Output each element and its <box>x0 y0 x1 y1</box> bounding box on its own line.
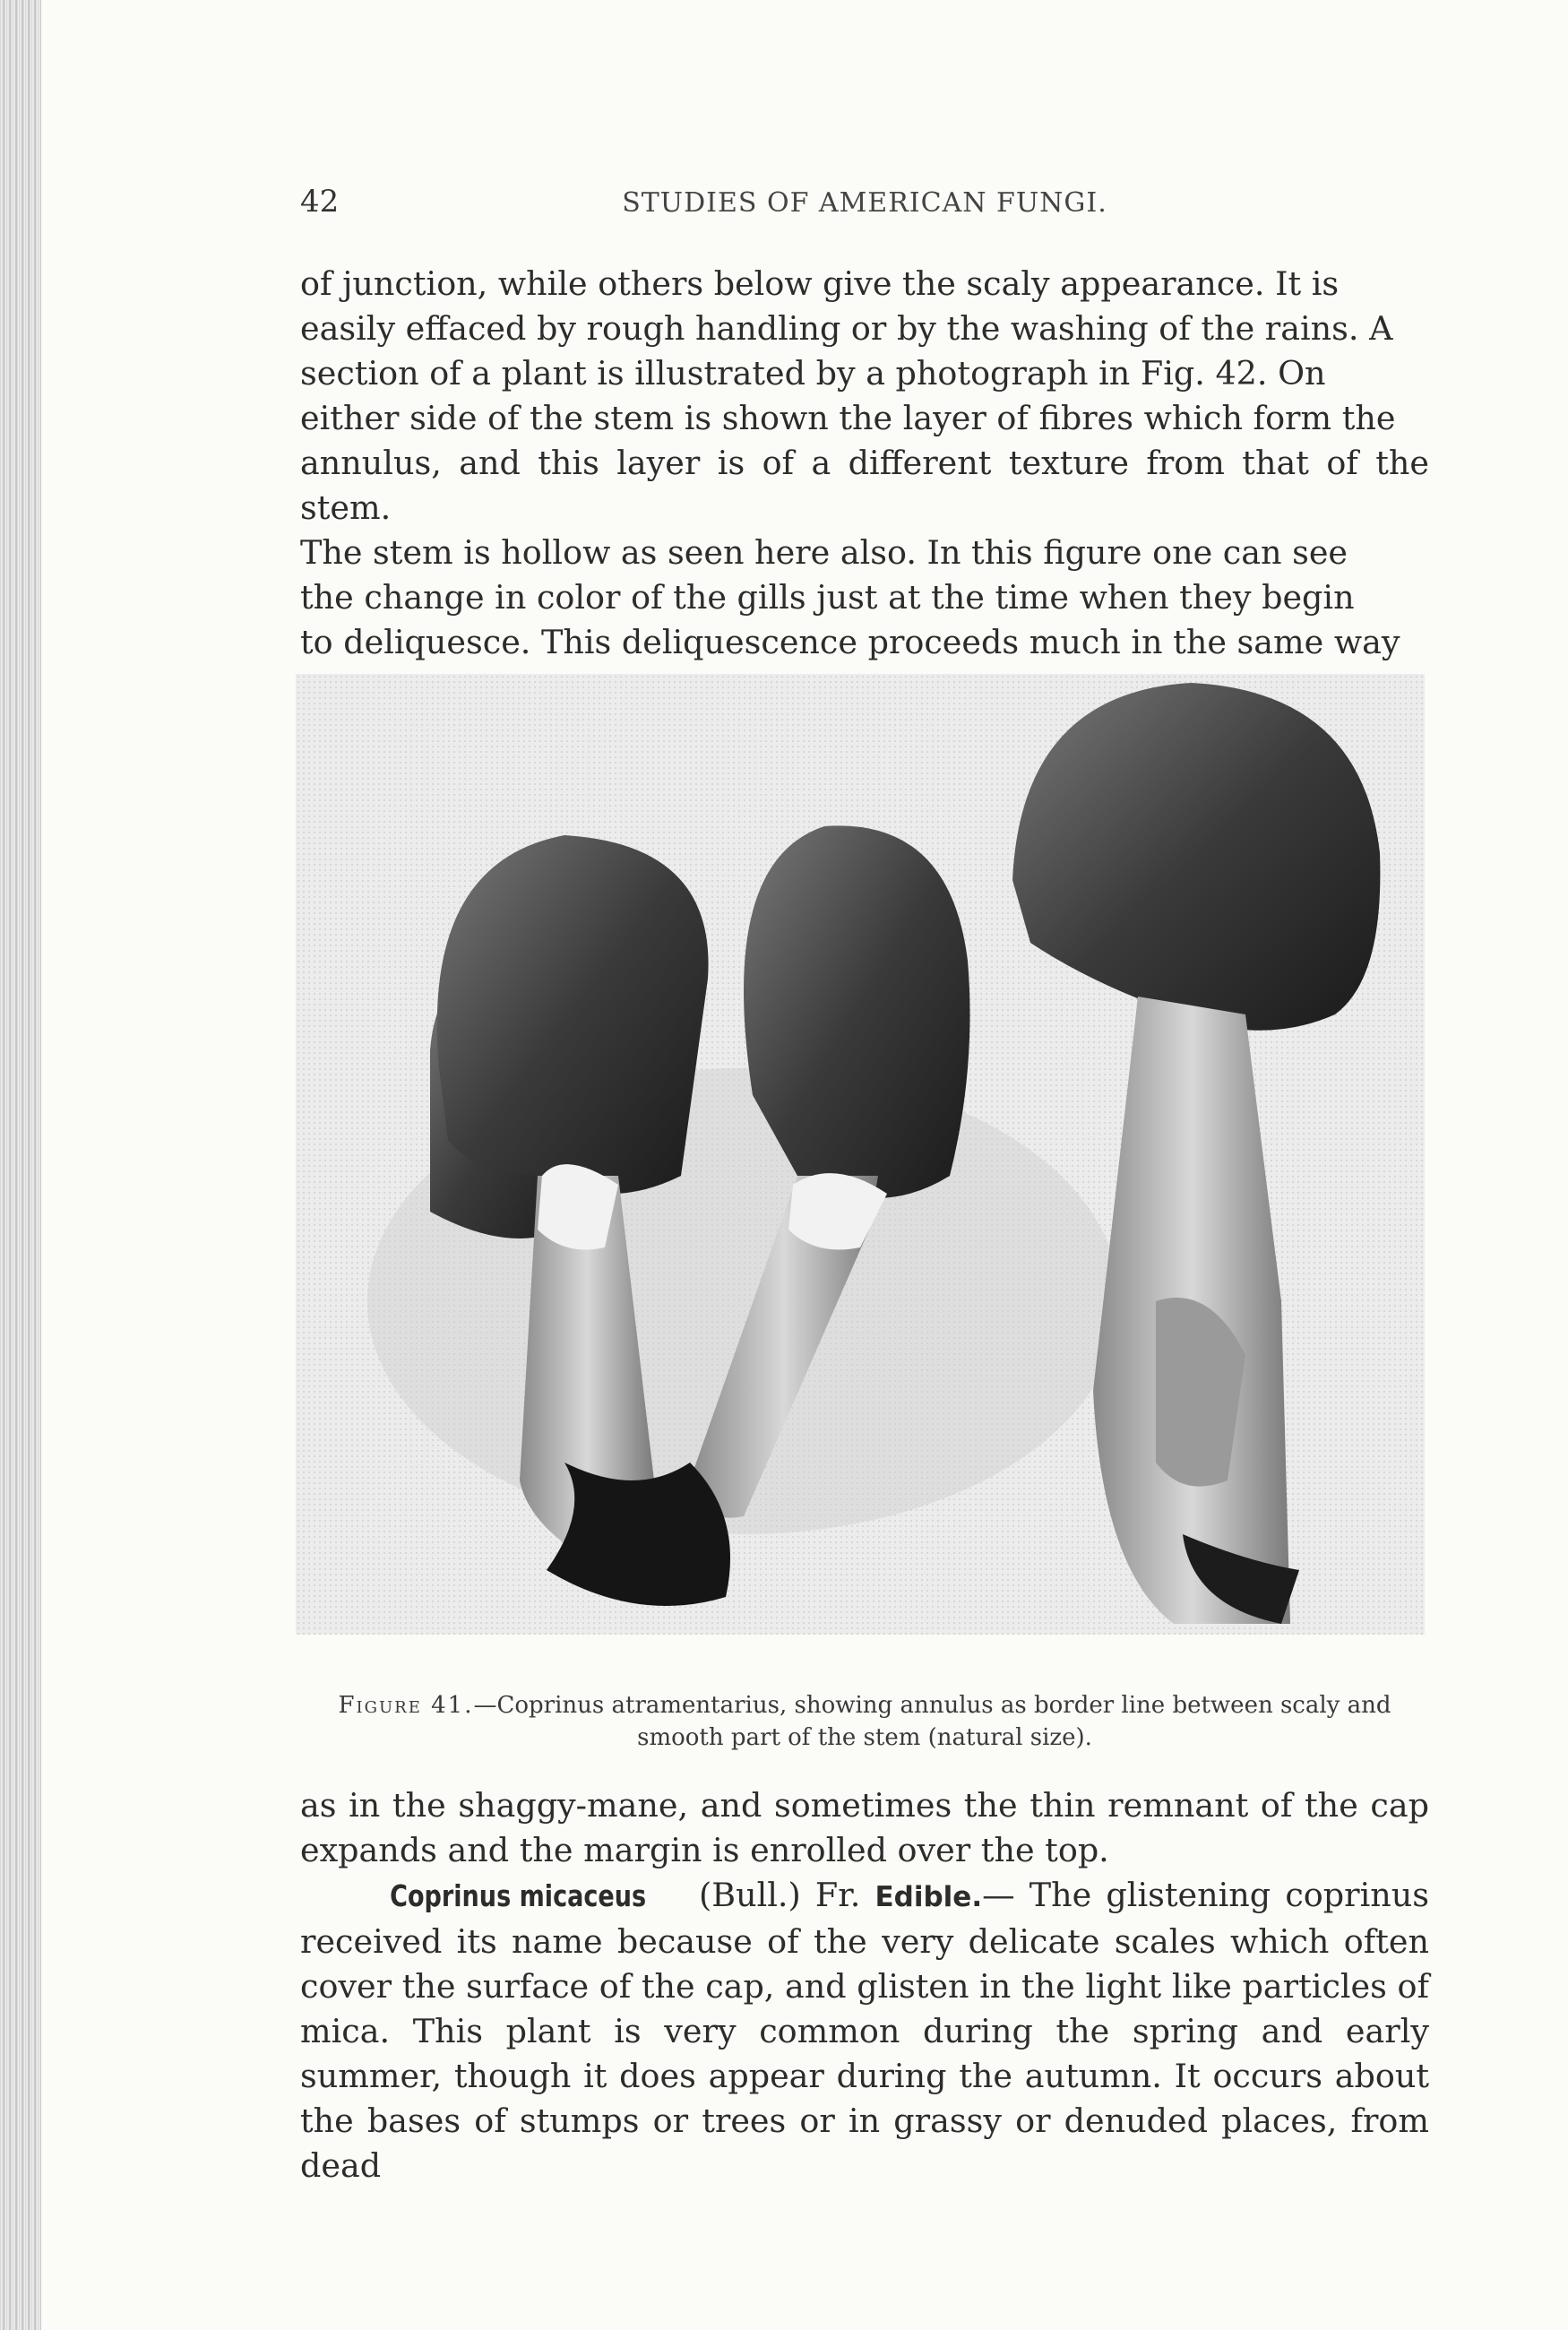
text-line: the change in color of the gills just at the time when they begin <box>300 578 1355 617</box>
paragraph-coprinus-micaceus <box>300 1873 1429 2188</box>
running-title: STUDIES OF AMERICAN FUNGI. <box>622 187 1107 219</box>
text-line: easily effaced by rough handling or by the washing of the rains. A <box>300 309 1393 348</box>
paragraph: as in the shaggy-mane, and sometimes the thin remnant of the cap expands and the margin is enrolled over the top. <box>300 1786 1429 1869</box>
mushroom-photograph <box>296 674 1425 1635</box>
figure-caption <box>300 1689 1429 1754</box>
body-text-bottom <box>300 1783 1429 2188</box>
coprinus-illustration <box>296 674 1425 1635</box>
figure-caption-text: —Coprinus atramentarius, showing annulus as border line between scaly and smooth part of the stem (natural size). <box>473 1692 1391 1751</box>
species-authority: (Bull.) Fr. <box>684 1876 875 1914</box>
page-header <box>300 184 1429 229</box>
text-line: of junction, while others below give the scaly appearance. It is <box>300 264 1340 303</box>
text-line: The stem is hollow as seen here also. In this figure one can see <box>300 533 1348 572</box>
page-number: 42 <box>300 184 340 220</box>
figure-label: Figure 41. <box>338 1692 474 1719</box>
text-line: annulus, and this layer is of a different texture from that of the stem. <box>300 444 1429 527</box>
text-line: to deliquesce. This deliquescence proceeds much in the same way <box>300 623 1400 661</box>
paragraph-text: — The glistening coprinus received its name because of the very delicate scales which often cover the surface of the cap, and glisten in the light like particles of mica. This plant is very common during the spring and early summer, though it does appear during the autumn. It occurs about the bases of stumps or trees or in grassy or denuded places, from dead <box>300 1876 1429 2185</box>
book-binding-edge <box>0 0 41 2330</box>
text-line: section of a plant is illustrated by a photograph in Fig. 42. On <box>300 354 1326 393</box>
text-line: either side of the stem is shown the layer of fibres which form the <box>300 399 1396 437</box>
species-name: Coprinus micaceus <box>390 1878 647 1913</box>
body-text-top <box>300 262 1429 665</box>
edibility-label: Edible. <box>874 1881 983 1913</box>
